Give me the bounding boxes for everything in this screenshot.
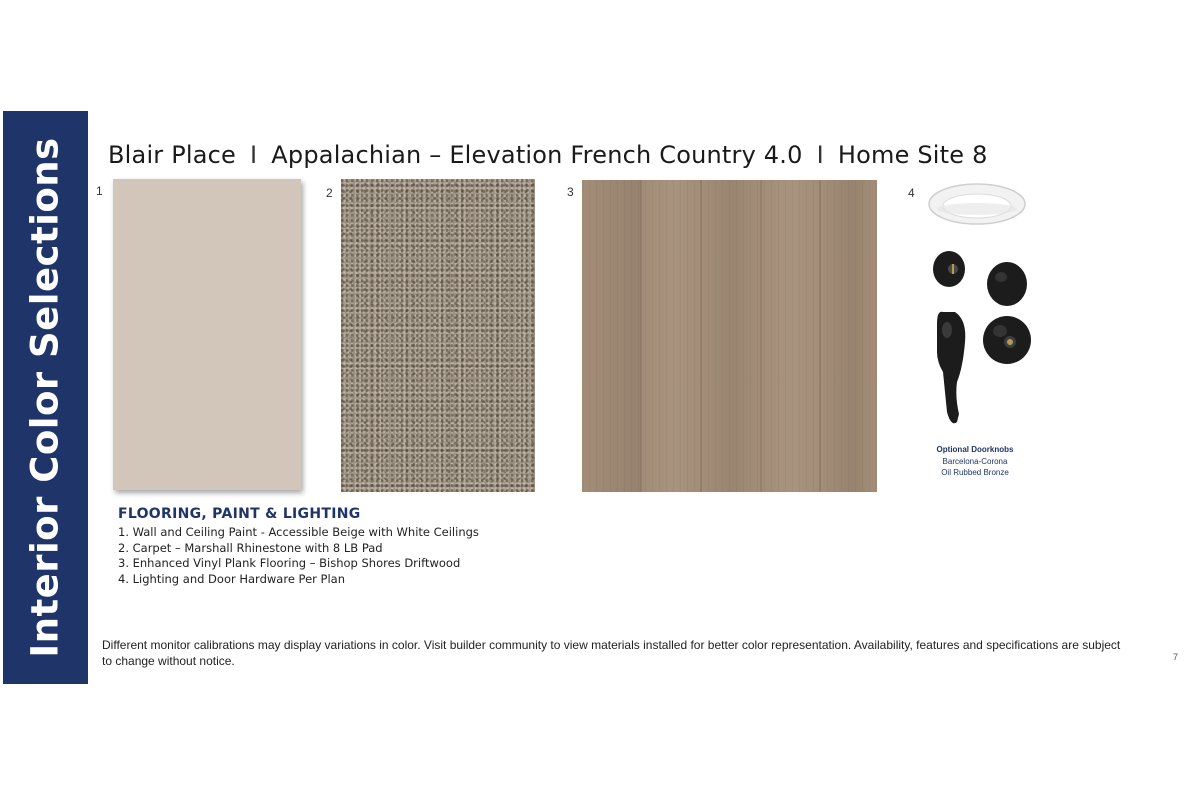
- hardware-label-model: Barcelona-Corona: [942, 457, 1008, 466]
- plan-name: Appalachian – Elevation French Country 4.0: [271, 141, 803, 169]
- selections-heading: FLOORING, PAINT & LIGHTING: [118, 506, 361, 522]
- swatch-number-3: 3: [567, 185, 574, 199]
- list-item: 4. Lighting and Door Hardware Per Plan: [118, 571, 345, 586]
- paint-swatch: [113, 179, 301, 490]
- carpet-swatch: [341, 179, 535, 492]
- title-separator: I: [250, 141, 258, 169]
- disclaimer-text: Different monitor calibrations may display variations in color. Visit builder community to view materials installed for better color representation. Availability, features and specifications are subject to change without notice.: [102, 638, 1121, 668]
- hardware-label-title: Optional Doorknobs: [936, 445, 1014, 454]
- hardware-label-finish: Oil Rubbed Bronze: [941, 468, 1009, 477]
- doorknob-icon: [987, 262, 1027, 306]
- list-item: 1. Wall and Ceiling Paint - Accessible Beige with White Ceilings: [118, 525, 479, 539]
- sidebar-banner: [3, 111, 88, 684]
- swatch-number-1: 1: [96, 184, 103, 198]
- page-number: 7: [1172, 652, 1178, 662]
- page-title: [108, 141, 988, 169]
- list-item: 2. Carpet – Marshall Rhinestone with 8 LB Pad: [118, 540, 383, 555]
- vinyl-plank-swatch: [582, 180, 877, 492]
- sidebar-title: Interior Color Selections: [24, 137, 67, 658]
- handleset-icon: [937, 312, 965, 424]
- recessed-light-icon: [929, 184, 1025, 224]
- home-site: Home Site 8: [837, 141, 988, 169]
- list-item: 3. Enhanced Vinyl Plank Flooring – Bishop Shores Driftwood: [118, 556, 461, 570]
- title-separator: I: [816, 141, 824, 169]
- deadbolt-icon: [933, 251, 965, 287]
- door-hardware-image: [925, 182, 1040, 482]
- swatch-number-2: 2: [326, 186, 333, 200]
- community-name: Blair Place: [108, 141, 237, 169]
- keyed-knob-icon: [983, 316, 1031, 364]
- swatch-number-4: 4: [908, 186, 915, 200]
- selections-list: [118, 525, 479, 587]
